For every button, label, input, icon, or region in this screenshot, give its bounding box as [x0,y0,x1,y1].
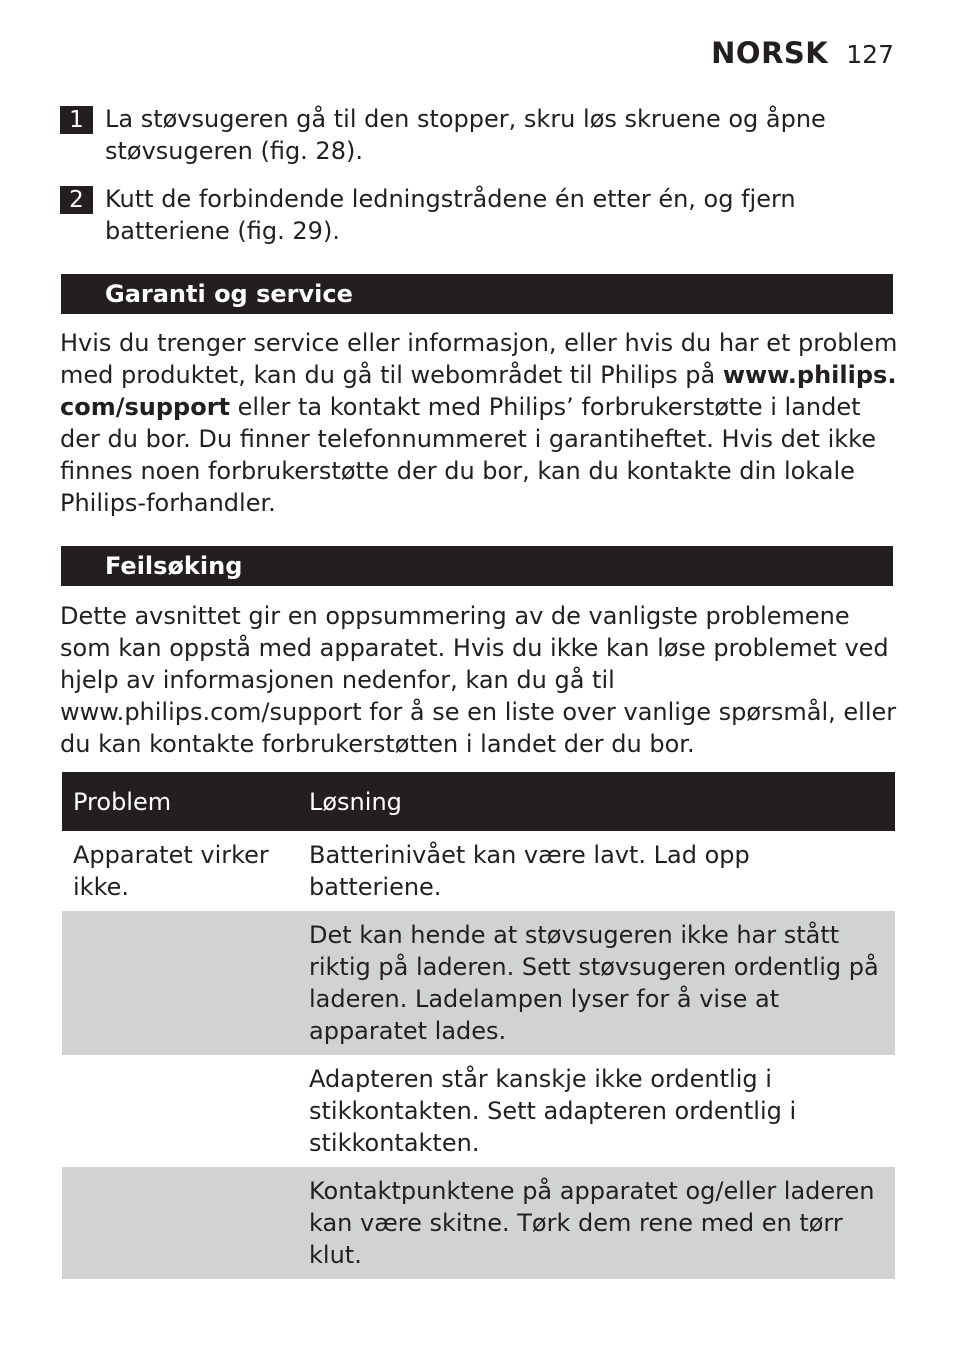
section-heading-warranty: Garanti og service [61,274,893,314]
warranty-text-after: eller ta kontakt med Philips’ forbrukerstøtte i landet der du bor. Du finner telefonnummeret i garantiheftet. Hvis det ikke finnes noen forbrukerstøtte der du bor, kan du kontakte din lokale Philips-forhandler. [60,393,876,517]
column-header-problem: Problem [62,772,298,831]
table-header-row [62,772,895,831]
solution-cell: Batterinivået kan være lavt. Lad opp batteriene. [309,841,750,901]
step-1 [60,103,900,167]
solution-cell: Kontaktpunktene på apparatet og/eller laderen kan være skitne. Tørk dem rene med en tørr klut. [298,1167,895,1279]
troubleshooting-intro: Dette avsnittet gir en oppsummering av de vanligste problemene som kan oppstå med apparatet. Hvis du ikke kan løse problemet ved hjelp av informasjonen nedenfor, kan du gå til www.philips.com/support for å se en liste over vanlige spørsmål, eller du kan kontakte forbrukerstøtten i landet der du bor. [60,602,897,758]
table-row [62,1055,895,1167]
page-header [711,36,894,70]
section-heading-troubleshooting: Feilsøking [61,546,893,586]
warranty-paragraph [60,327,898,519]
problem-cell [62,911,298,1055]
column-header-solution: Løsning [298,772,895,831]
table-row [62,831,895,911]
table-row [62,911,895,1055]
step-text: La støvsugeren gå til den stopper, skru løs skruene og åpne støvsugeren (fig. 28). [105,105,826,165]
page-number: 127 [846,40,894,69]
warranty-text-before: Hvis du trenger service eller informasjon, eller hvis du har et problem med produktet, kan du gå til webområdet til Philips på [60,329,898,389]
table-row [62,1167,895,1279]
troubleshooting-table [62,772,895,1279]
step-text: Kutt de forbindende ledningstrådene én etter én, og fjern batteriene (fig. 29). [105,185,796,245]
step-2 [60,183,900,247]
support-link[interactable]: www.philips. com/support [60,361,897,421]
step-number-badge: 2 [60,186,93,214]
step-number-badge: 1 [60,106,93,134]
problem-cell [62,1167,298,1279]
problem-cell [62,1055,298,1167]
solution-cell: Adapteren står kanskje ikke ordentlig i stikkontakten. Sett adapteren ordentlig i stikkontakten. [309,1065,797,1157]
language-label: NORSK [711,36,829,70]
problem-cell: Apparatet virker ikke. [73,841,269,901]
solution-cell: Det kan hende at støvsugeren ikke har stått riktig på laderen. Sett støvsugeren ordentlig på laderen. Ladelampen lyser for å vise at apparatet lades. [298,911,895,1055]
